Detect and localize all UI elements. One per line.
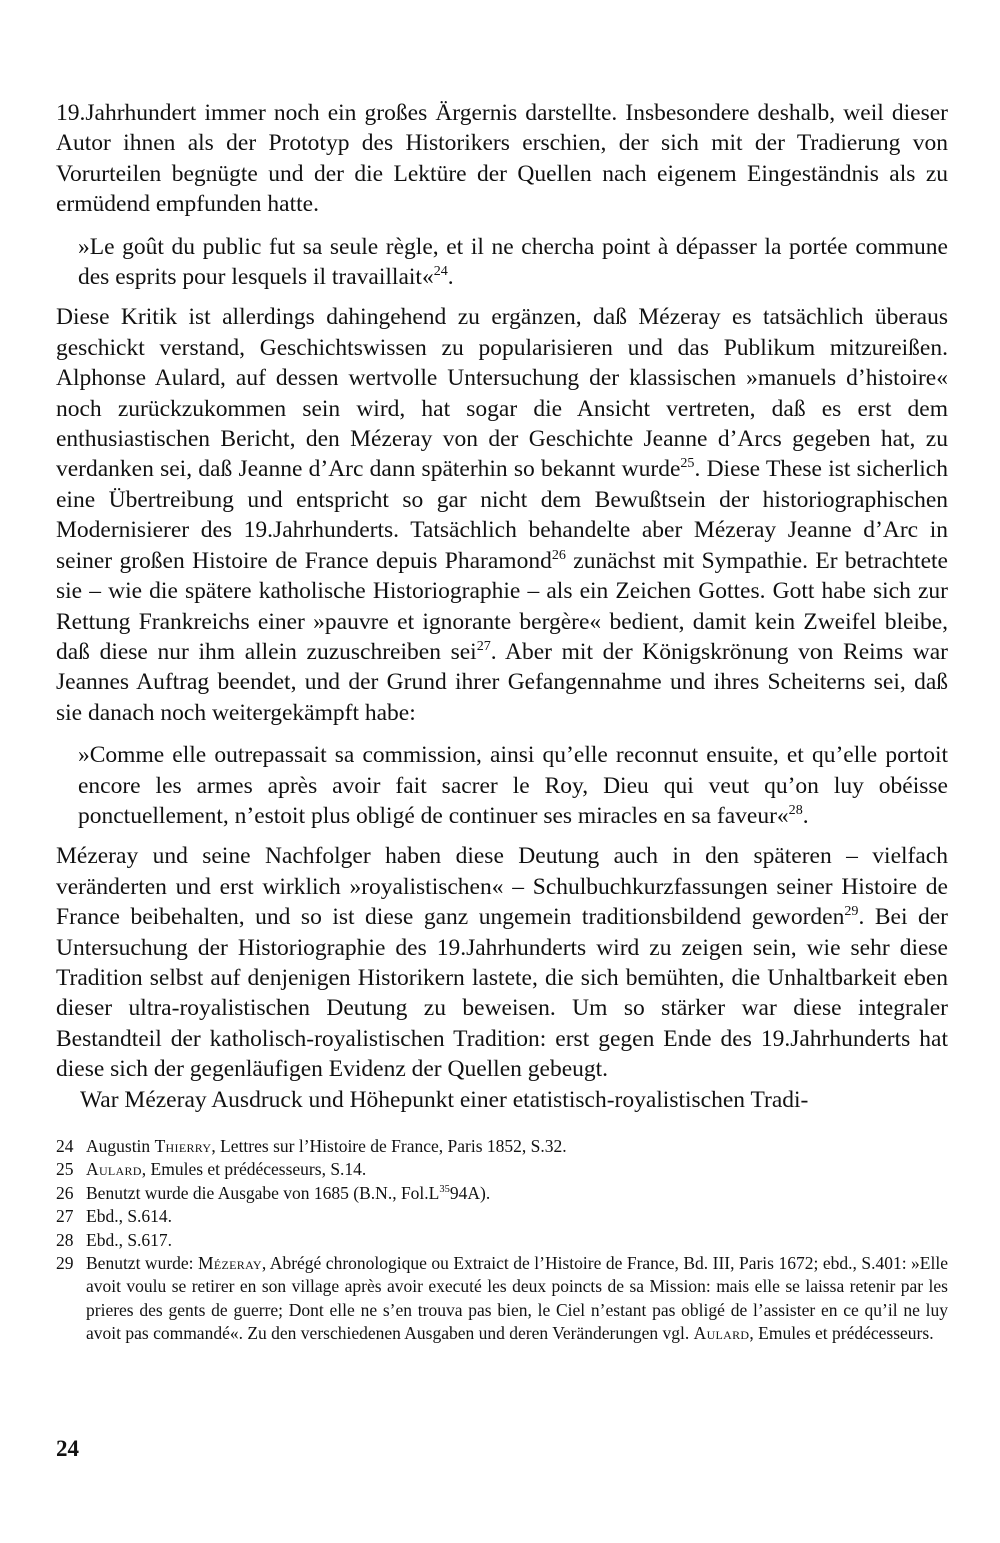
footnote-ref-26[interactable]: 26 xyxy=(551,546,566,563)
quote-2 xyxy=(78,740,948,831)
author-name: Aulard xyxy=(693,1323,750,1344)
footnote-ref-27[interactable]: 27 xyxy=(476,638,491,655)
footnote-24 xyxy=(56,1135,948,1158)
author-name: Aulard xyxy=(86,1159,142,1180)
footnote-29 xyxy=(56,1252,948,1346)
footnote-text-post: , Emules et prédécesseurs. xyxy=(749,1323,934,1344)
paragraph-1 xyxy=(56,98,948,220)
paragraph-3-text-a: Mézeray und seine Nachfolger haben diese Deutung auch in den späteren – vielfach veränderten und erst wirklich »royalistischen« – Schulbuchkurzfassungen seiner Histoire de France beibehalten, und so ist diese ganz ungemein traditionsbildend geworden xyxy=(56,843,948,931)
paragraph-2 xyxy=(56,302,948,728)
footnote-text-pre: Augustin xyxy=(86,1136,155,1156)
paragraph-2-text-a: Diese Kritik ist allerdings dahingehend zu ergänzen, daß Mézeray es tatsächlich überaus geschickt verstand, Geschichtswissen zu popularisieren und das Publikum mitzureißen. Alphonse Aulard, auf dessen wertvolle Untersuchung der klassischen »manuels d’histoire« noch zurückzukommen sein wird, hat sogar die Ansicht vertreten, daß es erst dem enthusiastischen Bericht, den Mézeray von der Geschichte Jeanne d’Arcs gegeben hat, zu verdanken sei, daß Jeanne d’Arc dann späterhin so bekannt wurde xyxy=(56,304,948,483)
footnote-27 xyxy=(56,1205,948,1228)
paragraph-1-text: 19.Jahrhundert immer noch ein großes Ärgernis darstellte. Insbesondere deshalb, weil dieser Autor ihnen als der Prototyp des Historikers erschien, der sich mit der Tradierung von Vorurteilen begnügte und der die Lektüre der Quellen nach eigenem Eingeständnis als zu ermüdend empfunden hatte. xyxy=(56,100,948,218)
paragraph-2-text-b: . Diese These ist sicherlich eine Übertreibung und entspricht so gar nicht dem Bewußtsein der historiographischen Modernisierer des 19.Jahrhunderts. Tatsächlich behandelte aber Mézeray Jeanne d’Arc in seiner großen Histoire de France depuis Pharamond xyxy=(56,456,948,574)
footnote-text: Ebd., S.617. xyxy=(86,1229,173,1250)
footnote-25 xyxy=(56,1158,948,1181)
footnote-text xyxy=(86,1158,948,1181)
paragraph-4-text: War Mézeray Ausdruck und Höhepunkt einer etatistisch-royalistischen Tradi- xyxy=(80,1086,809,1113)
footnote-text xyxy=(86,1135,948,1158)
footnote-ref-28[interactable]: 28 xyxy=(788,802,803,819)
footnote-text-post: 94A). xyxy=(449,1182,491,1203)
author-name: Mézeray xyxy=(198,1253,262,1274)
shelfmark-superscript: 35 xyxy=(439,1183,450,1195)
footnote-number: 27 xyxy=(56,1206,74,1227)
paragraph-2-text-d: . Aber mit der Königskrönung von Reims war Jeannes Auftrag beendet, und der Grund ihrer Gefangennahme und ihres Scheiterns sei, daß sie danach noch weitergekämpft habe: xyxy=(56,638,948,726)
footnote-number: 29 xyxy=(56,1253,74,1274)
footnote-number: 25 xyxy=(56,1159,74,1180)
footnote-text: Ebd., S.614. xyxy=(86,1206,173,1227)
quote-2-end: . xyxy=(802,802,809,829)
quote-1 xyxy=(78,232,948,293)
quote-2-text: »Comme elle outrepassait sa commission, ainsi qu’elle reconnut ensuite, et qu’elle portoit encore les armes après avoir fait sacrer le Roy, Dieu qui veut qu’on luy obéisse ponctuellement, n’estoit plus obligé de continuer ses miracles en sa faveur« xyxy=(78,742,948,829)
paragraph-2-text-c: zunächst mit Sympathie. Er betrachtete sie – wie die spätere katholische Historiographie – als ein Zeichen Gottes. Gott habe sich zur Rettung Frankreichs einer »pauvre et ignorante bergère« bedient, damit kein Zweifel bleibe, daß diese nur ihm allein zuzuschreiben sei xyxy=(56,547,948,665)
footnote-number: 26 xyxy=(56,1182,74,1203)
page-number: 24 xyxy=(56,1436,79,1461)
footnotes xyxy=(56,1135,948,1346)
paragraph-3 xyxy=(56,841,948,1084)
footnote-ref-25[interactable]: 25 xyxy=(680,455,695,472)
footnote-text-post: , Emules et prédécesseurs, S.14. xyxy=(141,1159,367,1180)
footnote-number: 28 xyxy=(56,1229,74,1250)
author-name: Thierry xyxy=(154,1136,212,1156)
footnote-number: 24 xyxy=(56,1136,74,1156)
paragraph-3-text-b: . Bei der Untersuchung der Historiographie des 19.Jahrhunderts wird zu zeigen sein, wie sehr diese Tradition selbst auf denjenigen Historikern lastete, die sich bemühten, die Unhaltbarkeit eben dieser ultra-royalistischen Deutung zu beweisen. Um so stärker war diese integraler Bestandteil der katholisch-royalistischen Tradition: erst gegen Ende des 19.Jahrhunderts hat diese sich der gegenläufigen Evidenz der Quellen gebeugt. xyxy=(56,904,949,1083)
quote-1-text: »Le goût du public fut sa seule règle, et il ne chercha point à dépasser la portée commune des esprits pour lesquels il travaillait« xyxy=(78,233,948,291)
quote-1-end: . xyxy=(447,264,454,291)
footnote-text xyxy=(86,1252,948,1346)
page-body xyxy=(56,98,948,1346)
footnote-text-post: , Lettres sur l’Histoire de France, Paris 1852, S.32. xyxy=(211,1136,567,1156)
footnote-26 xyxy=(56,1182,948,1205)
footnote-text-mid: , Abrégé chronologique ou Extraict de l’Histoire de France, Bd. III, Paris 1672; ebd., S.401: »Elle avoit voulu se retirer en son village après avoir executé les deux poincts de sa Mission: mais elle se laissa retenir par les prieres des gents de guerre; Dont elle ne s’en trouva pas bien, le Ciel n’estant pas obligé de l’assister en ce qu’il ne luy avoit pas commandé«. Zu den verschiedenen Ausgaben und deren Veränderungen vgl. xyxy=(86,1253,948,1344)
footnote-text-pre: Benutzt wurde: xyxy=(86,1253,199,1274)
footnote-text-pre: Benutzt wurde die Ausgabe von 1685 (B.N., Fol.L xyxy=(86,1182,440,1203)
paragraph-4 xyxy=(56,1085,948,1115)
footnote-ref-29[interactable]: 29 xyxy=(844,903,859,920)
footnote-text xyxy=(86,1182,948,1205)
footnote-ref-24[interactable]: 24 xyxy=(433,263,448,280)
footnote-28 xyxy=(56,1229,948,1252)
